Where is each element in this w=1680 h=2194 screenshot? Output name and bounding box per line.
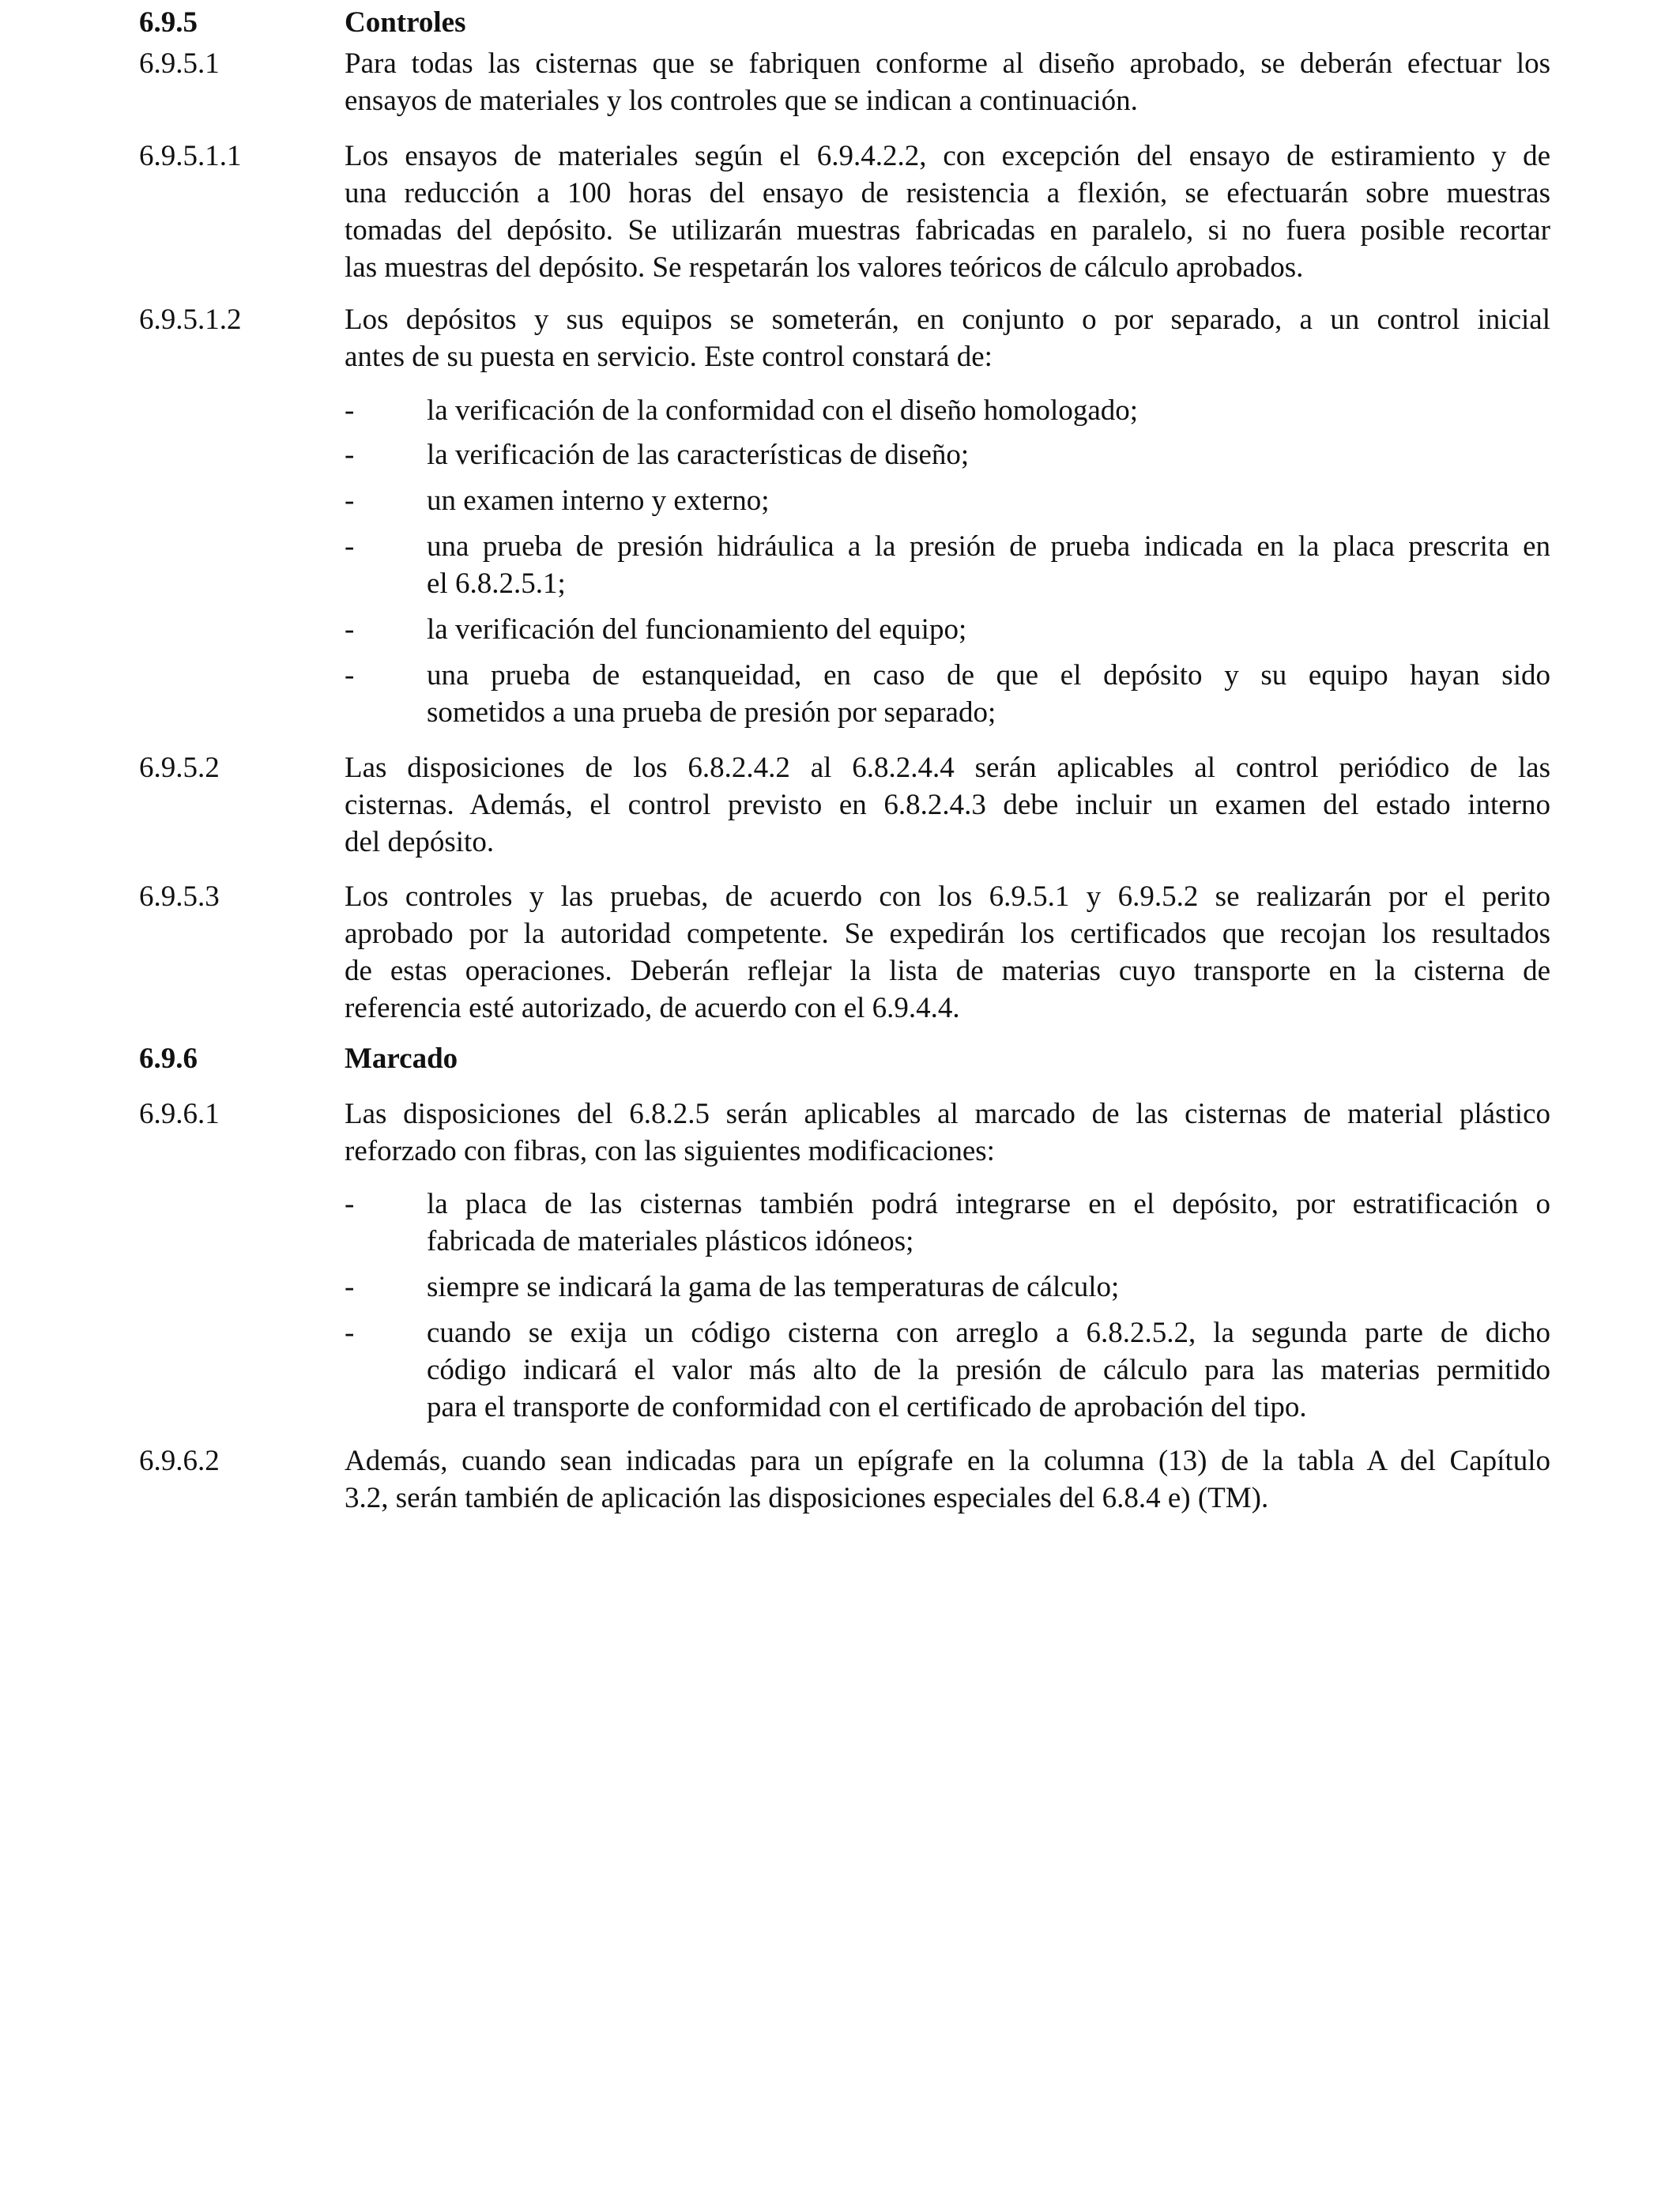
text-line: Los controles y las pruebas, de acuerdo con los 6.9.5.1 y 6.9.5.2 se realizarán por el perito: [345, 880, 1550, 913]
bullet-dash: -: [345, 659, 355, 692]
paragraph-text: [345, 301, 1550, 375]
text-line: Las disposiciones de los 6.8.2.4.2 al 6.8.2.4.4 serán aplicables al control periódico de las: [345, 752, 1550, 784]
text-line: fabricada de materiales plásticos idóneos;: [427, 1225, 914, 1257]
bullet-dash: -: [345, 613, 355, 646]
paragraph-text: [345, 45, 1550, 119]
text-line: Las disposiciones del 6.8.2.5 serán aplicables al marcado de las cisternas de material plástico: [345, 1098, 1550, 1130]
bullet-text: [427, 436, 1550, 473]
section-title: Marcado: [345, 1042, 458, 1075]
section-number: 6.9.5: [139, 6, 198, 39]
text-line: siempre se indicará la gama de las temperaturas de cálculo;: [427, 1271, 1120, 1303]
text-line: Además, cuando sean indicadas para un epígrafe en la columna (13) de la tabla A del Capítulo: [345, 1445, 1550, 1477]
text-line: Los ensayos de materiales según el 6.9.4.2.2, con excepción del ensayo de estiramiento y de: [345, 140, 1550, 172]
paragraph-number: 6.9.5.3: [139, 880, 220, 913]
text-line: de estas operaciones. Deberán reflejar la lista de materias cuyo transporte en la cisterna de: [345, 955, 1550, 987]
bullet-dash: -: [345, 1271, 355, 1303]
bullet-text: [427, 657, 1550, 731]
paragraph-text: [345, 138, 1550, 286]
section-title: Controles: [345, 6, 466, 39]
text-line: la placa de las cisternas también podrá integrarse en el depósito, por estratificación o: [427, 1188, 1550, 1220]
text-line: la verificación del funcionamiento del equipo;: [427, 613, 967, 646]
bullet-text: [427, 392, 1550, 429]
paragraph-number: 6.9.5.1: [139, 47, 220, 80]
bullet-dash: -: [345, 530, 355, 563]
section-number: 6.9.6: [139, 1042, 198, 1075]
paragraph-number: 6.9.5.1.2: [139, 303, 242, 336]
text-line: reforzado con fibras, con las siguientes modificaciones:: [345, 1135, 995, 1167]
bullet-text: [427, 1314, 1550, 1426]
text-line: cuando se exija un código cisterna con arreglo a 6.8.2.5.2, la segunda parte de dicho: [427, 1317, 1550, 1349]
text-line: una prueba de presión hidráulica a la presión de prueba indicada en la placa prescrita en: [427, 530, 1550, 563]
bullet-dash: -: [345, 439, 355, 471]
text-line: Los depósitos y sus equipos se someterán, en conjunto o por separado, a un control inicial: [345, 303, 1550, 336]
text-line: código indicará el valor más alto de la presión de cálculo para las materias permitido: [427, 1354, 1550, 1386]
text-line: una reducción a 100 horas del ensayo de resistencia a flexión, se efectuarán sobre muestras: [345, 177, 1550, 209]
paragraph-number: 6.9.5.2: [139, 752, 220, 784]
paragraph-text: [345, 878, 1550, 1027]
paragraph-text: [345, 749, 1550, 861]
bullet-text: [427, 611, 1550, 648]
bullet-dash: -: [345, 1317, 355, 1349]
text-line: una prueba de estanqueidad, en caso de que el depósito y su equipo hayan sido: [427, 659, 1550, 692]
text-line: para el transporte de conformidad con el certificado de aprobación del tipo.: [427, 1391, 1307, 1423]
text-line: Para todas las cisternas que se fabriquen conforme al diseño aprobado, se deberán efectuar los: [345, 47, 1550, 80]
text-line: sometidos a una prueba de presión por separado;: [427, 696, 996, 729]
text-line: 3.2, serán también de aplicación las disposiciones especiales del 6.8.4 e) (TM).: [345, 1482, 1269, 1514]
text-line: aprobado por la autoridad competente. Se expedirán los certificados que recojan los resultados: [345, 918, 1550, 950]
bullet-dash: -: [345, 394, 355, 427]
text-line: el 6.8.2.5.1;: [427, 567, 566, 600]
bullet-text: [427, 528, 1550, 602]
text-line: cisternas. Además, el control previsto en 6.8.2.4.3 debe incluir un examen del estado interno: [345, 789, 1550, 821]
paragraph-text: [345, 1095, 1550, 1170]
text-line: ensayos de materiales y los controles que se indican a continuación.: [345, 85, 1138, 117]
paragraph-number: 6.9.6.1: [139, 1098, 220, 1130]
bullet-text: [427, 1186, 1550, 1260]
bullet-text: [427, 1269, 1550, 1306]
text-line: la verificación de la conformidad con el diseño homologado;: [427, 394, 1139, 427]
text-line: tomadas del depósito. Se utilizarán muestras fabricadas en paralelo, si no fuera posible recortar: [345, 214, 1550, 247]
text-line: antes de su puesta en servicio. Este control constará de:: [345, 341, 993, 373]
text-line: del depósito.: [345, 826, 495, 858]
paragraph-text: [345, 1442, 1550, 1517]
text-line: la verificación de las características de diseño;: [427, 439, 970, 471]
text-line: las muestras del depósito. Se respetarán los valores teóricos de cálculo aprobados.: [345, 251, 1304, 284]
bullet-dash: -: [345, 484, 355, 517]
bullet-dash: -: [345, 1188, 355, 1220]
paragraph-number: 6.9.5.1.1: [139, 140, 242, 172]
bullet-text: [427, 482, 1550, 519]
paragraph-number: 6.9.6.2: [139, 1445, 220, 1477]
text-line: un examen interno y externo;: [427, 484, 770, 517]
text-line: referencia esté autorizado, de acuerdo con el 6.9.4.4.: [345, 992, 960, 1024]
